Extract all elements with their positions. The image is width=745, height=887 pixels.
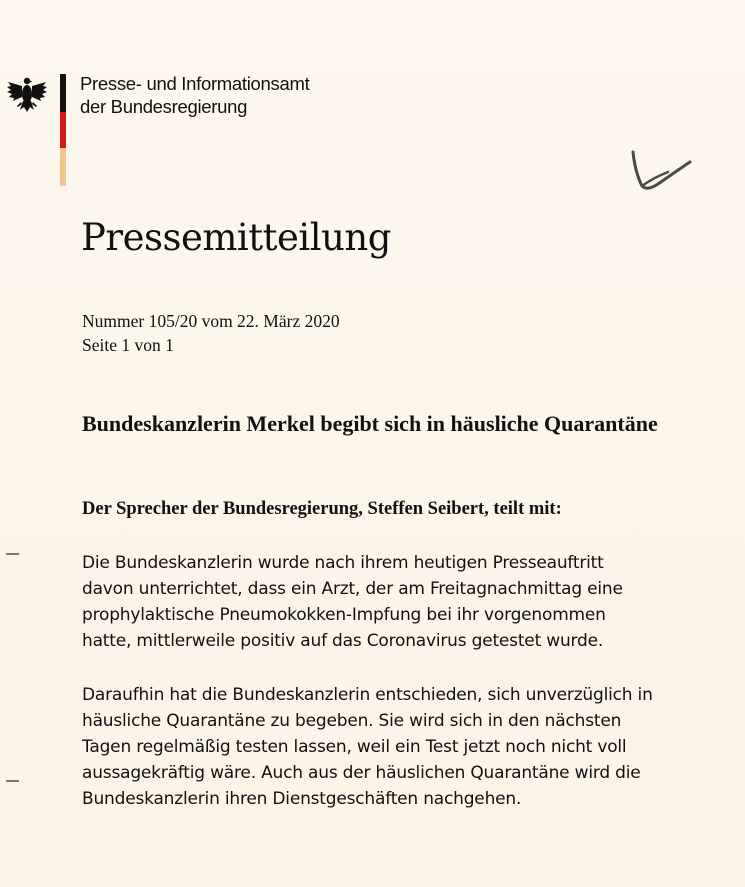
flag-red-stripe	[60, 112, 66, 148]
flag-black-stripe	[60, 74, 66, 112]
headline: Bundeskanzlerin Merkel begibt sich in häusliche Quarantäne	[82, 411, 658, 436]
flag-gold-stripe	[60, 148, 66, 186]
paragraph-2	[82, 682, 742, 812]
paragraph-1	[82, 550, 742, 654]
document-number: Nummer 105/20 vom 22. März 2020	[82, 311, 340, 331]
fold-mark	[6, 553, 19, 555]
agency-name	[80, 72, 309, 118]
subheadline: Der Sprecher der Bundesregierung, Steffen Seibert, teilt mit:	[82, 499, 562, 519]
checkmark-icon	[628, 150, 694, 196]
paragraph-1-line: prophylaktische Pneumokokken-Impfung bei ihr vorgenommen	[82, 605, 606, 625]
paragraph-1-line: Die Bundeskanzlerin wurde nach ihrem heutigen Presseauftritt	[82, 553, 604, 573]
page-count: Seite 1 von 1	[82, 335, 174, 355]
paragraph-2-line: Tagen regelmäßig testen lassen, weil ein Test jetzt noch nicht voll	[82, 737, 627, 757]
paragraph-1-line: davon unterrichtet, dass ein Arzt, der am Freitagnachmittag eine	[82, 579, 623, 599]
fold-mark	[6, 780, 19, 782]
paragraph-2-line: Daraufhin hat die Bundeskanzlerin entschieden, sich unverzüglich in	[82, 685, 653, 705]
agency-line-2: der Bundesregierung	[80, 96, 248, 117]
page-title: Pressemitteilung	[81, 216, 391, 259]
paragraph-2-line: Bundeskanzlerin ihren Dienstgeschäften nachgehen.	[82, 789, 522, 809]
document-meta	[82, 309, 340, 357]
paragraph-2-line: aussagekräftig wäre. Auch aus der häuslichen Quarantäne wird die	[82, 763, 641, 783]
paragraph-2-line: häusliche Quarantäne zu begeben. Sie wird sich in den nächsten	[82, 711, 622, 731]
flag-bar	[60, 74, 66, 186]
federal-eagle-icon	[5, 72, 49, 116]
agency-line-1: Presse- und Informationsamt	[80, 73, 310, 94]
paragraph-1-line: hatte, mittlerweile positiv auf das Coronavirus getestet wurde.	[82, 631, 604, 651]
